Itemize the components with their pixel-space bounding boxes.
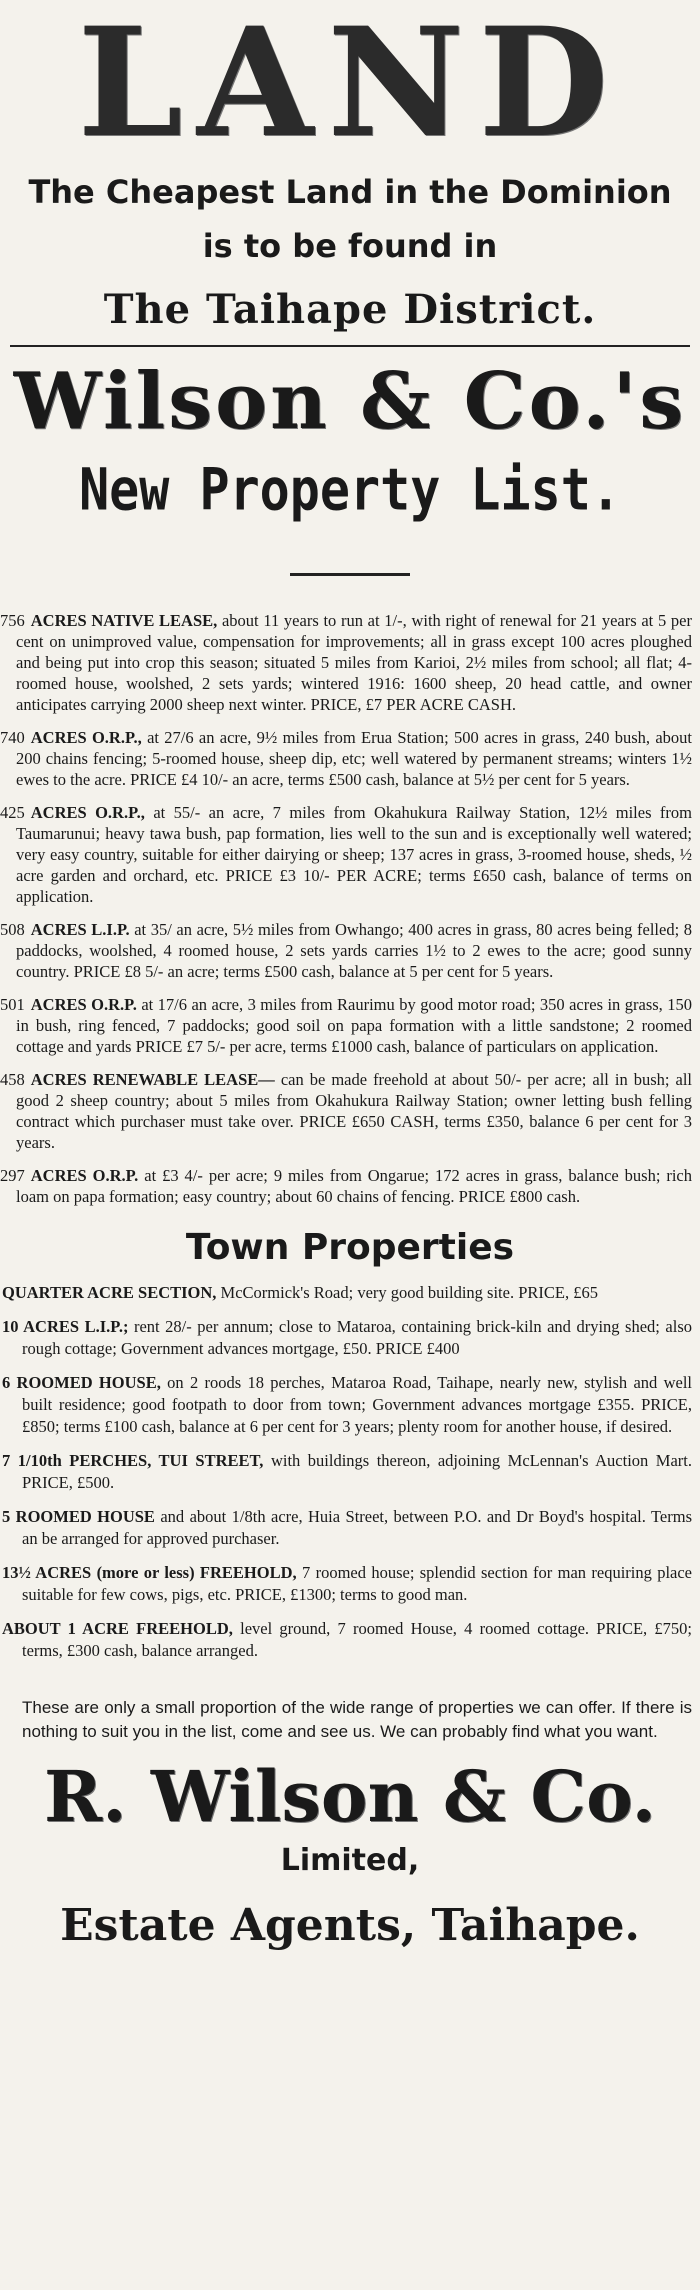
- listing-heading: ACRES NATIVE LEASE,: [30, 610, 218, 630]
- rural-listings: [0, 610, 700, 1207]
- listing-text: at 55/- an acre, 7 miles from Okahukura Railway Station, 12½ miles from Taumarunui; heavy tawa bush, pap formation, lies well to the sun and is exceptionally well watered; very easy country, suitable for either dairying or sheep; 137 acres in grass, 3-roomed house, sheds, ½ acre garden and orchard, etc. PRICE £3 10/- PER ACRE; terms £650 cash, balance of terms on application.: [16, 802, 692, 906]
- town-item-text: McCormick's Road; very good building site. PRICE, £65: [220, 1282, 598, 1302]
- town-properties-heading: Town Properties: [185, 1226, 515, 1268]
- listing-item: [0, 610, 692, 715]
- town-item-text: on 2 roods 18 perches, Mataroa Road, Taihape, nearly new, stylish and well built residence; good footpath to door from town; Government advances mortgage £355. PRICE, £850; terms £100 cash, balance at 6 per cent for 3 years; plenty room for another house, if desired.: [22, 1372, 692, 1436]
- listing-number: 756: [0, 610, 25, 630]
- firm-name: Wilson & Co.'s: [13, 356, 687, 447]
- town-item: [2, 1316, 692, 1360]
- town-item: [2, 1282, 692, 1304]
- divider: [10, 345, 690, 347]
- town-item: [2, 1372, 692, 1438]
- town-item-heading: 10 ACRES L.I.P.;: [2, 1316, 129, 1336]
- listing-number: 501: [0, 994, 25, 1014]
- town-item-text: 7 roomed house; splendid section for man requiring place suitable for few cows, pigs, etc. PRICE, £1300; terms to good man.: [22, 1562, 692, 1604]
- listing-item: [0, 1165, 692, 1207]
- town-item-heading: 6 ROOMED HOUSE,: [2, 1372, 161, 1392]
- listing-item: [0, 802, 692, 907]
- listing-number: 740: [0, 727, 25, 747]
- company-name: R. Wilson & Co.: [44, 1754, 656, 1838]
- listing-item: [0, 994, 692, 1057]
- listing-text: at 17/6 an acre, 3 miles from Raurimu by good motor road; 350 acres in grass, 150 in bush, ring fenced, 7 paddocks; good soil on papa formation with a little sandstone; 2 roomed cottage and yards PRICE £7 5/- per acre, terms £1000 cash, balance of particulars on application.: [16, 994, 693, 1056]
- town-item: [2, 1618, 692, 1662]
- town-item-text: level ground, 7 roomed House, 4 roomed cottage. PRICE, £750; terms, £300 cash, balance arranged.: [22, 1618, 692, 1660]
- listing-text: at 27/6 an acre, 9½ miles from Erua Station; 500 acres in grass, 240 bush, about 200 chains fencing; 5-roomed house, sheep dip, etc; well watered by permanent streams; winters 1½ ewes to the acre. PRICE £4 10/- an acre, terms £500 cash, balance at 5½ per cent for 5 years.: [16, 727, 693, 789]
- tagline-line-1: The Cheapest Land in the Dominion: [28, 173, 672, 211]
- town-item-heading: 5 ROOMED HOUSE: [2, 1506, 155, 1526]
- town-item-text: with buildings thereon, adjoining McLennan's Auction Mart. PRICE, £500.: [22, 1450, 693, 1492]
- footer-note: These are only a small proportion of the wide range of properties we can offer. If there is nothing to suit you in the list, come and see us. We can probably find what you want.: [22, 1697, 692, 1741]
- listing-number: 508: [0, 919, 25, 939]
- listing-heading: ACRES L.I.P.: [30, 919, 130, 939]
- town-item: [2, 1450, 693, 1494]
- listing-heading: ACRES O.R.P.: [30, 1165, 139, 1185]
- town-item-heading: ABOUT 1 ACRE FREEHOLD,: [2, 1618, 233, 1638]
- listing-item: [0, 727, 692, 790]
- listing-number: 297: [0, 1165, 25, 1185]
- town-item: [2, 1506, 692, 1550]
- listing-item: [0, 919, 692, 982]
- listing-number: 425: [0, 802, 25, 822]
- town-item-heading: QUARTER ACRE SECTION,: [2, 1282, 217, 1302]
- estate-agents-line: Estate Agents, Taihape.: [60, 1900, 640, 1952]
- land-title: LAND: [77, 0, 623, 171]
- listing-heading: ACRES O.R.P.,: [30, 802, 145, 822]
- town-item-heading: 7 1/10th PERCHES, TUI STREET,: [2, 1450, 264, 1470]
- listing-heading: ACRES O.R.P.,: [30, 727, 142, 747]
- listing-heading: ACRES RENEWABLE LEASE—: [30, 1069, 275, 1089]
- town-item-text: rent 28/- per annum; close to Mataroa, containing brick-kiln and drying shed; also rough cottage; Government advances mortgage, £50. PRICE £400: [22, 1316, 692, 1358]
- town-item: [2, 1562, 692, 1606]
- tagline-line-2: is to be found in: [202, 227, 498, 265]
- listing-text: at £3 4/- per acre; 9 miles from Ongarue; 172 acres in grass, balance bush; rich loam on papa formation; easy country; about 60 chains of fencing. PRICE £800 cash.: [16, 1165, 693, 1206]
- listing-text: at 35/ an acre, 5½ miles from Owhango; 400 acres in grass, 80 acres being felled; 8 paddocks, woolshed, 4 roomed house, 2 sets yards carries 1½ to 2 ewes to the acre; good sunny country. PRICE £8 5/- an acre; terms £500 cash, balance at 5 per cent for 5 years.: [16, 919, 692, 981]
- company-limited: Limited,: [280, 1843, 420, 1879]
- property-list-title: New Property List.: [79, 456, 621, 524]
- district-heading: The Taihape District.: [103, 286, 597, 333]
- listing-text: about 11 years to run at 1/-, with right of renewal for 21 years at 5 per cent on unimproved value, compensation for improvements; all in grass except 100 acres ploughed and being put into crop this season; situated 5 miles from Karioi, 2½ miles from school; all flat; 4-roomed house, woolshed, 2 sets yards; wintered 1916: 1600 sheep, 20 head cattle, and owner anticipates carrying 2000 sheep next winter. PRICE, £7 PER ACRE CASH.: [16, 610, 692, 714]
- town-listings: [0, 1282, 700, 1662]
- listing-text: can be made freehold at about 50/- per acre; all in bush; all good 2 sheep country; about 5 miles from Okahukura Railway Station; owner letting bush felling contract which purchaser must take over. PRICE £650 CASH, terms £350, balance 6 per cent for 3 years.: [16, 1069, 693, 1152]
- listing-number: 458: [0, 1069, 25, 1089]
- town-item-text: and about 1/8th acre, Huia Street, between P.O. and Dr Boyd's hospital. Terms an be arranged for approved purchaser.: [22, 1506, 692, 1548]
- town-item-heading: 13½ ACRES (more or less) FREEHOLD,: [2, 1562, 297, 1582]
- short-divider: [290, 573, 410, 576]
- listing-heading: ACRES O.R.P.: [30, 994, 137, 1014]
- listing-item: [0, 1069, 692, 1153]
